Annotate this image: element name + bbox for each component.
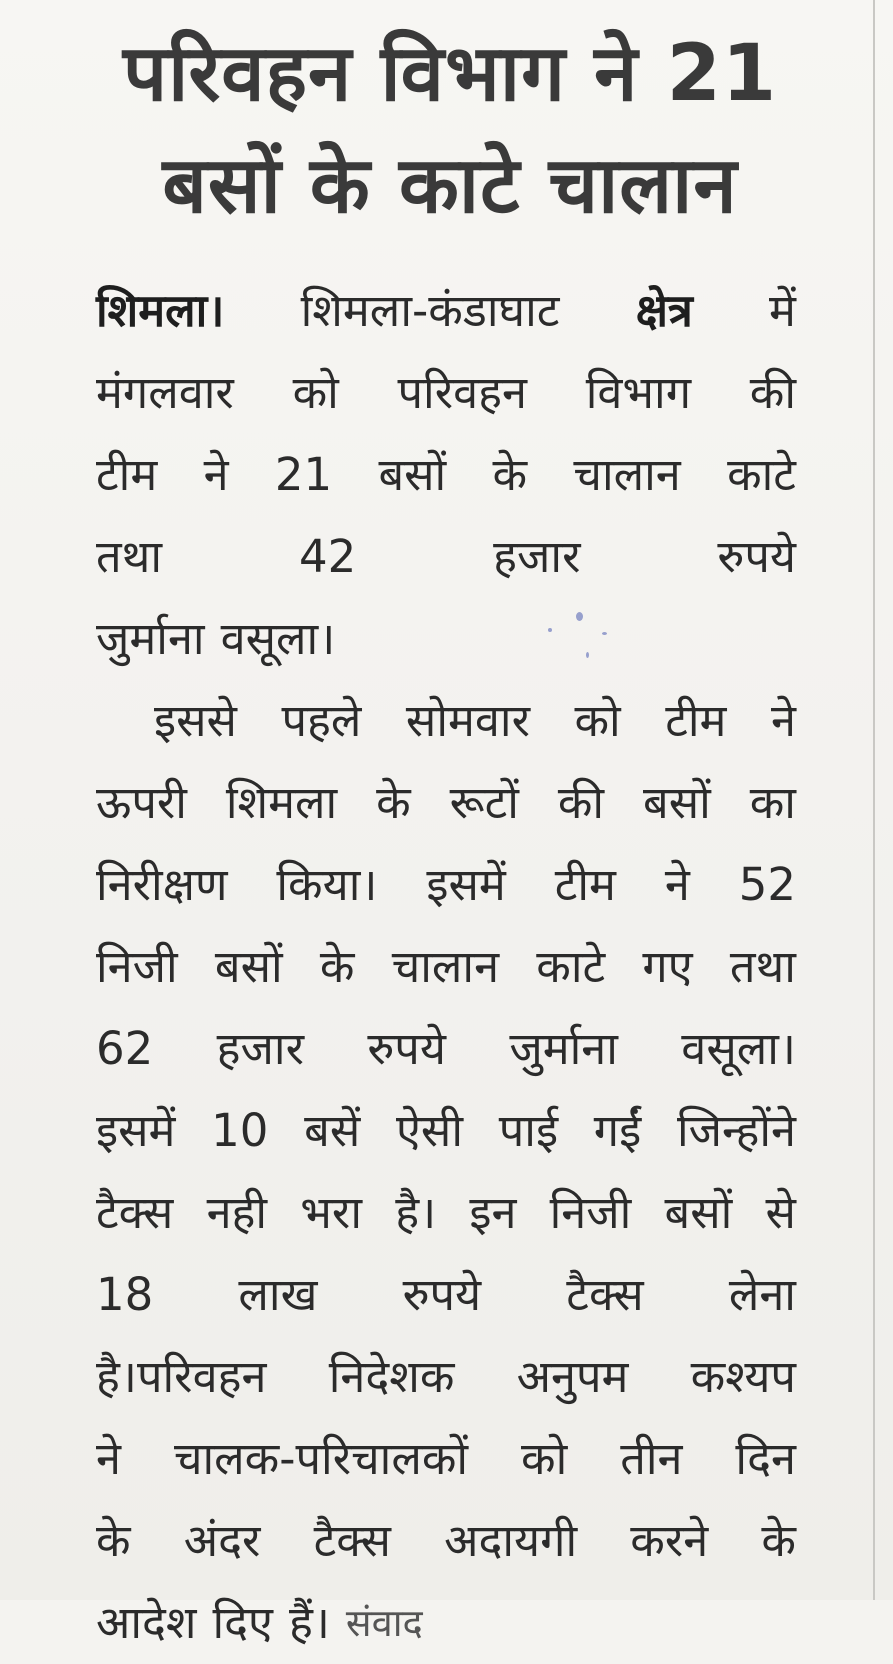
word: को xyxy=(521,1432,568,1485)
headline xyxy=(60,18,840,242)
word: की xyxy=(557,776,605,829)
word: के xyxy=(96,1514,131,1567)
word: आदेश xyxy=(96,1596,197,1649)
word: है। xyxy=(395,1186,437,1239)
article-line xyxy=(96,1254,796,1336)
word: जुर्माना xyxy=(509,1022,618,1075)
word: वसूला। xyxy=(220,612,336,665)
word: हजार xyxy=(493,530,581,583)
article-line xyxy=(96,1172,796,1254)
word: से xyxy=(765,1186,796,1239)
word: जुर्माना xyxy=(96,612,205,665)
word: तथा xyxy=(96,530,163,583)
word: निदेशक xyxy=(328,1350,455,1403)
word: के xyxy=(319,940,355,993)
article-line xyxy=(96,762,796,844)
word: बसें xyxy=(304,1104,361,1157)
word: ने xyxy=(96,1432,121,1485)
word: बसों xyxy=(214,940,283,993)
word: का xyxy=(749,776,796,829)
word: दिन xyxy=(735,1432,796,1485)
word: निजी xyxy=(96,940,178,993)
word: वसूला। xyxy=(681,1022,796,1075)
word: चालक-परिचालकों xyxy=(173,1432,469,1485)
word: इससे xyxy=(154,694,237,747)
word: रुपये xyxy=(717,530,796,583)
word: टीम xyxy=(96,448,158,501)
headline-line-2: बसों के काटे चालान xyxy=(162,141,738,231)
word: के xyxy=(761,1514,796,1567)
word: शिमला xyxy=(225,776,338,829)
word: रुपये xyxy=(402,1268,482,1321)
word: हैं। xyxy=(288,1596,330,1649)
article-body xyxy=(96,270,796,1664)
article-line xyxy=(96,516,796,598)
word: सोमवार xyxy=(405,694,530,747)
word: 18 xyxy=(96,1268,154,1321)
word: को xyxy=(292,366,339,419)
word: निरीक्षण xyxy=(96,858,228,911)
word: पहले xyxy=(281,694,362,747)
word: काटे xyxy=(727,448,796,501)
article-line xyxy=(96,680,796,762)
word: 21 xyxy=(274,448,333,501)
article-line xyxy=(96,1418,796,1500)
word: ऊपरी xyxy=(96,776,187,829)
word: काटे xyxy=(536,940,606,993)
word: टीम xyxy=(554,858,616,911)
ink-speck xyxy=(548,628,552,632)
article-line xyxy=(96,352,796,434)
ink-speck xyxy=(602,632,607,635)
word: हजार xyxy=(216,1022,304,1075)
word: भरा xyxy=(300,1186,362,1239)
word: क्षेत्र xyxy=(635,284,693,337)
word: 52 xyxy=(738,858,796,911)
word: तथा xyxy=(729,940,796,993)
ink-speck xyxy=(586,652,589,658)
word: टैक्स xyxy=(313,1514,391,1567)
word: के xyxy=(376,776,411,829)
word: शिमला-कंडाघाट xyxy=(300,284,560,337)
word: 62 xyxy=(96,1022,154,1075)
article-line xyxy=(96,598,796,680)
article-line xyxy=(96,926,796,1008)
word: है।परिवहन xyxy=(96,1350,267,1403)
article-line xyxy=(96,1336,796,1418)
word: को xyxy=(574,694,621,747)
byline: संवाद xyxy=(345,1601,423,1645)
word: टैक्स xyxy=(566,1268,644,1321)
word: बसों xyxy=(643,776,711,829)
word: रुपये xyxy=(367,1022,446,1075)
article-line xyxy=(96,1582,796,1664)
word: पाई xyxy=(498,1104,559,1157)
ink-speck xyxy=(576,612,583,621)
article-line xyxy=(96,1090,796,1172)
word: लाख xyxy=(238,1268,318,1321)
word: ने xyxy=(203,448,229,501)
word: की xyxy=(749,366,796,419)
word: जिन्होंने xyxy=(676,1104,796,1157)
dateline: शिमला। xyxy=(96,284,225,337)
word: विभाग xyxy=(585,366,692,419)
article-line xyxy=(96,1500,796,1582)
word: परिवहन xyxy=(397,366,528,419)
word: चालान xyxy=(573,448,681,501)
word: किया। xyxy=(276,858,378,911)
headline-line-1: परिवहन विभाग ने 21 xyxy=(122,29,778,119)
word: ने xyxy=(770,694,796,747)
word: दिए xyxy=(212,1596,273,1649)
word: निजी xyxy=(549,1186,632,1239)
word: अनुपम xyxy=(516,1350,629,1403)
word: 10 xyxy=(211,1104,269,1157)
word: रूटों xyxy=(449,776,519,829)
word: इन xyxy=(469,1186,517,1239)
word: 42 xyxy=(298,530,357,583)
word: नही xyxy=(206,1186,268,1239)
word: ऐसी xyxy=(396,1104,463,1157)
word: मंगलवार xyxy=(96,366,234,419)
word: टीम xyxy=(665,694,727,747)
word: ने xyxy=(664,858,690,911)
word: बसों xyxy=(664,1186,733,1239)
word: इसमें xyxy=(426,858,506,911)
word: लेना xyxy=(728,1268,796,1321)
article-line xyxy=(96,1008,796,1090)
word: गए xyxy=(642,940,693,993)
word: टैक्स xyxy=(96,1186,174,1239)
article-line xyxy=(96,434,796,516)
word: के xyxy=(492,448,528,501)
clipping-edge xyxy=(873,0,875,1600)
word: में xyxy=(769,284,796,337)
word: कश्यप xyxy=(690,1350,796,1403)
word: चालान xyxy=(391,940,500,993)
word: बसों xyxy=(378,448,447,501)
word: गईं xyxy=(593,1104,642,1157)
word: करने xyxy=(630,1514,709,1567)
word: अदायगी xyxy=(444,1514,578,1567)
article-line xyxy=(96,270,796,352)
article-line xyxy=(96,844,796,926)
word: इसमें xyxy=(96,1104,176,1157)
word: अंदर xyxy=(183,1514,261,1567)
word: तीन xyxy=(620,1432,683,1485)
